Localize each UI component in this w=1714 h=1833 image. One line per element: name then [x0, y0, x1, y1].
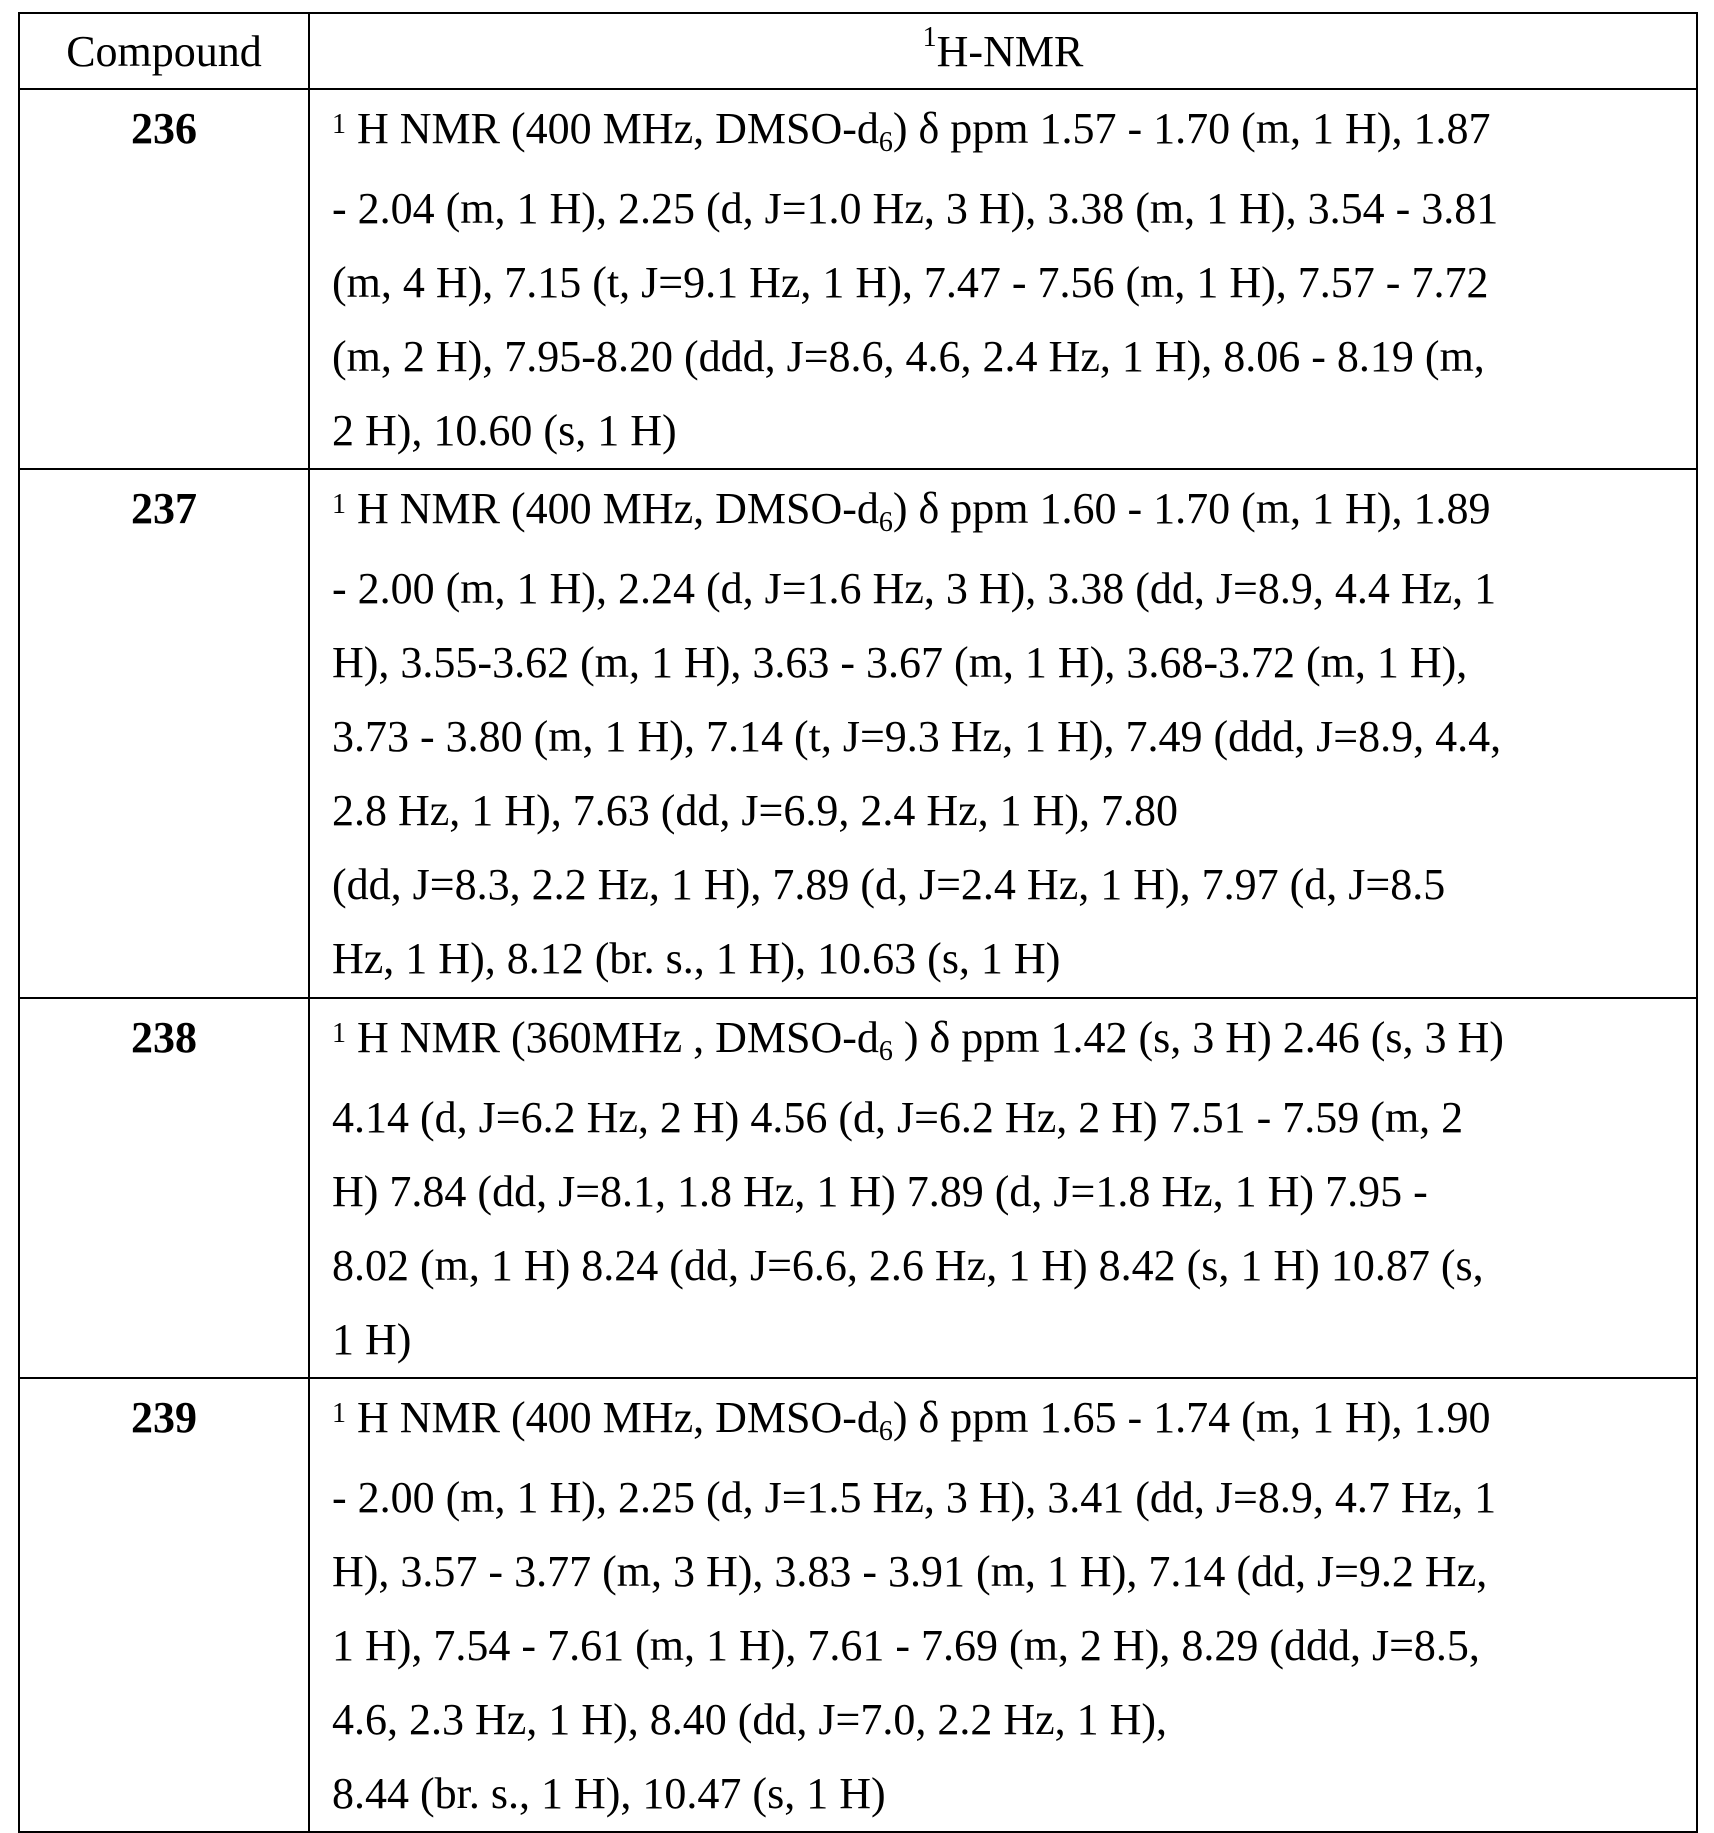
nmr-superscript: 1	[332, 489, 346, 520]
nmr-line: - 2.04 (m, 1 H), 2.25 (d, J=1.0 Hz, 3 H), 3.38 (m, 1 H), 3.54 - 3.81	[332, 172, 1696, 246]
nmr-line: - 2.00 (m, 1 H), 2.24 (d, J=1.6 Hz, 3 H), 3.38 (dd, J=8.9, 4.4 Hz, 1	[332, 552, 1696, 626]
nmr-superscript: 1	[332, 1398, 346, 1429]
nmr-line	[332, 1381, 1696, 1461]
nmr-line: (m, 2 H), 7.95-8.20 (ddd, J=8.6, 4.6, 2.4 Hz, 1 H), 8.06 - 8.19 (m,	[332, 320, 1696, 394]
nmr-line: H), 3.57 - 3.77 (m, 3 H), 3.83 - 3.91 (m, 1 H), 7.14 (dd, J=9.2 Hz,	[332, 1535, 1696, 1609]
header-compound: Compound	[19, 13, 309, 89]
table-row	[19, 998, 1697, 1378]
nmr-data	[309, 1378, 1697, 1832]
nmr-line	[332, 472, 1696, 552]
nmr-head: H NMR (400 MHz, DMSO-d	[346, 1393, 879, 1442]
header-nmr-superscript: 1	[923, 22, 937, 53]
nmr-superscript: 1	[332, 1018, 346, 1049]
nmr-data	[309, 469, 1697, 998]
compound-id: 239	[19, 1378, 309, 1832]
nmr-line: 2 H), 10.60 (s, 1 H)	[332, 394, 1696, 468]
nmr-line: H), 3.55-3.62 (m, 1 H), 3.63 - 3.67 (m, 1 H), 3.68-3.72 (m, 1 H),	[332, 626, 1696, 700]
nmr-head: H NMR (360MHz , DMSO-d	[346, 1013, 879, 1062]
nmr-superscript: 1	[332, 109, 346, 140]
nmr-line: 3.73 - 3.80 (m, 1 H), 7.14 (t, J=9.3 Hz, 1 H), 7.49 (ddd, J=8.9, 4.4,	[332, 700, 1696, 774]
table-row	[19, 1378, 1697, 1832]
compound-id: 238	[19, 998, 309, 1378]
nmr-table	[18, 12, 1698, 1833]
compound-id: 237	[19, 469, 309, 998]
nmr-subscript: 6	[879, 127, 893, 158]
header-row	[19, 13, 1697, 89]
nmr-line: 1 H)	[332, 1303, 1696, 1377]
table-row	[19, 469, 1697, 998]
nmr-line: (m, 4 H), 7.15 (t, J=9.1 Hz, 1 H), 7.47 - 7.56 (m, 1 H), 7.57 - 7.72	[332, 246, 1696, 320]
nmr-line: (dd, J=8.3, 2.2 Hz, 1 H), 7.89 (d, J=2.4 Hz, 1 H), 7.97 (d, J=8.5	[332, 848, 1696, 922]
nmr-data	[309, 89, 1697, 469]
nmr-head: H NMR (400 MHz, DMSO-d	[346, 484, 879, 533]
nmr-line: 4.14 (d, J=6.2 Hz, 2 H) 4.56 (d, J=6.2 Hz, 2 H) 7.51 - 7.59 (m, 2	[332, 1081, 1696, 1155]
nmr-head-rest: ) δ ppm 1.42 (s, 3 H) 2.46 (s, 3 H)	[893, 1013, 1504, 1062]
nmr-head-rest: ) δ ppm 1.57 - 1.70 (m, 1 H), 1.87	[893, 104, 1491, 153]
nmr-line: H) 7.84 (dd, J=8.1, 1.8 Hz, 1 H) 7.89 (d, J=1.8 Hz, 1 H) 7.95 -	[332, 1155, 1696, 1229]
nmr-line: - 2.00 (m, 1 H), 2.25 (d, J=1.5 Hz, 3 H), 3.41 (dd, J=8.9, 4.7 Hz, 1	[332, 1461, 1696, 1535]
table-row	[19, 89, 1697, 469]
nmr-head-rest: ) δ ppm 1.65 - 1.74 (m, 1 H), 1.90	[893, 1393, 1491, 1442]
nmr-line: Hz, 1 H), 8.12 (br. s., 1 H), 10.63 (s, 1 H)	[332, 922, 1696, 996]
nmr-line	[332, 1001, 1696, 1081]
header-nmr	[309, 13, 1697, 89]
nmr-head: H NMR (400 MHz, DMSO-d	[346, 104, 879, 153]
nmr-line: 8.44 (br. s., 1 H), 10.47 (s, 1 H)	[332, 1757, 1696, 1831]
nmr-line: 2.8 Hz, 1 H), 7.63 (dd, J=6.9, 2.4 Hz, 1 H), 7.80	[332, 774, 1696, 848]
nmr-head-rest: ) δ ppm 1.60 - 1.70 (m, 1 H), 1.89	[893, 484, 1491, 533]
nmr-subscript: 6	[879, 507, 893, 538]
nmr-line: 8.02 (m, 1 H) 8.24 (dd, J=6.6, 2.6 Hz, 1 H) 8.42 (s, 1 H) 10.87 (s,	[332, 1229, 1696, 1303]
header-nmr-label: H-NMR	[937, 27, 1084, 76]
nmr-line: 4.6, 2.3 Hz, 1 H), 8.40 (dd, J=7.0, 2.2 Hz, 1 H),	[332, 1683, 1696, 1757]
nmr-subscript: 6	[879, 1416, 893, 1447]
nmr-line: 1 H), 7.54 - 7.61 (m, 1 H), 7.61 - 7.69 (m, 2 H), 8.29 (ddd, J=8.5,	[332, 1609, 1696, 1683]
nmr-subscript: 6	[879, 1036, 893, 1067]
compound-id: 236	[19, 89, 309, 469]
nmr-data	[309, 998, 1697, 1378]
nmr-line	[332, 92, 1696, 172]
